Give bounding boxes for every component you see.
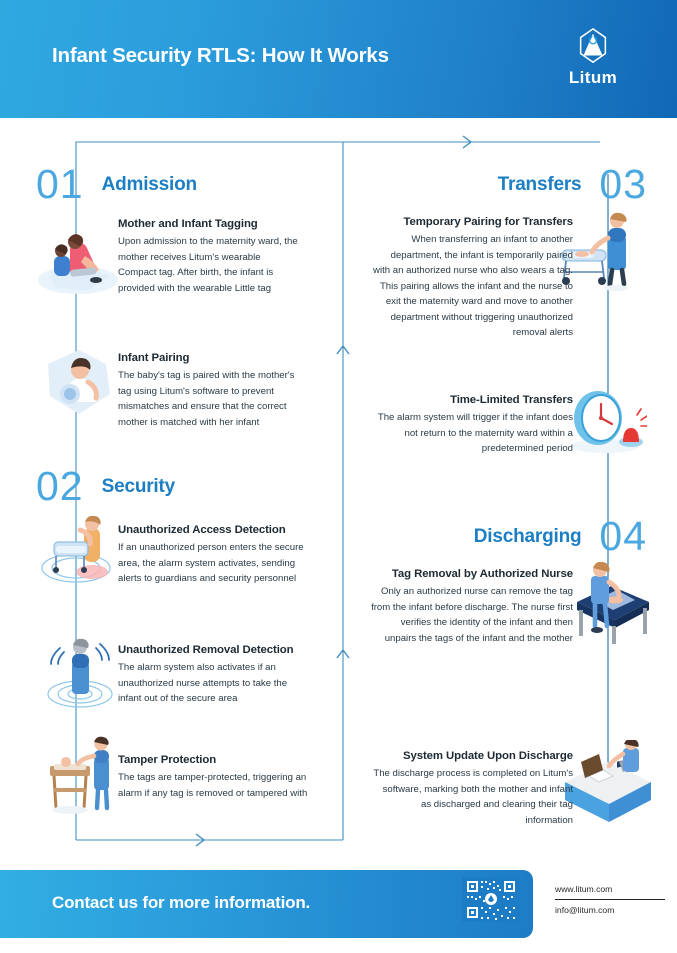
section-title: Transfers [497, 173, 582, 195]
contact-cta-text: Contact us for more information. [52, 893, 311, 912]
left-column [0, 118, 340, 858]
item-tamper-protection [118, 754, 310, 801]
item-title: Mother and Infant Tagging [118, 218, 258, 230]
nurse-table-baby-illustration-icon [565, 562, 653, 648]
section-number: 01 [36, 161, 84, 207]
section-heading-admission [36, 161, 197, 207]
item-body: The alarm system also activates if an unauthorized nurse attempts to take the infant out of the secure area [118, 662, 288, 705]
item-title: Infant Pairing [118, 352, 190, 364]
section-title: Discharging [473, 525, 582, 547]
item-body: The discharge process is completed on Litum's software, marking both the mother and infant as discharged and clearing their tag information [373, 768, 573, 826]
section-title: Admission [101, 173, 197, 195]
section-number: 02 [36, 463, 84, 509]
page-header [0, 0, 677, 118]
item-title: Unauthorized Access Detection [118, 524, 286, 536]
logo-wordmark: Litum [568, 68, 618, 87]
item-body: Upon admission to the maternity ward, the mother receives Litum's wearable Compact tag. After birth, the infant is provided with the wearable Little tag [118, 236, 298, 294]
section-number: 03 [599, 161, 647, 207]
item-title: System Update Upon Discharge [402, 750, 573, 762]
item-unauthorized-removal-detection [118, 644, 304, 707]
section-heading-discharging [473, 513, 647, 559]
nurse-holding-baby-illustration-icon [40, 346, 118, 420]
item-body: Only an authorized nurse can remove the tag from the infant before discharge. The nurse first verifies the identity of the infant and then unpairs the tags of the infant and the mother [371, 586, 573, 644]
section-heading-security [36, 463, 175, 509]
brand-logo [561, 27, 625, 88]
item-body: When transferring an infant to another department, the infant is temporarily paired with an authorized nurse who also wears a tag. This pairing allows the infant and the nurse to exit the maternity ward and move to another department without triggering unauthorized removal alerts [373, 234, 573, 339]
item-title: Tamper Protection [118, 754, 217, 766]
item-unauthorized-access-detection [118, 524, 304, 587]
item-title: Temporary Pairing for Transfers [403, 216, 573, 228]
item-title: Unauthorized Removal Detection [118, 644, 294, 656]
qr-code-icon[interactable] [462, 877, 520, 922]
section-title: Security [101, 475, 175, 497]
item-title: Tag Removal by Authorized Nurse [391, 568, 573, 580]
section-heading-transfers [497, 161, 647, 207]
nurse-signal-waves-illustration-icon [40, 636, 120, 710]
section-number: 04 [599, 513, 647, 559]
item-body: The tags are tamper-protected, triggering an alarm if any tag is removed or tampered with [118, 772, 308, 799]
item-infant-pairing [118, 352, 304, 430]
item-body: If an unauthorized person enters the secure area, the alarm system activates, sending alerts to guardians and security personnel [118, 542, 304, 585]
item-title: Time-Limited Transfers [450, 394, 573, 406]
email-link[interactable]: info@litum.com [555, 905, 615, 915]
clock-alarm-illustration-icon [565, 386, 647, 456]
person-at-crib-alert-illustration-icon [36, 516, 122, 588]
litum-diamond-logo-icon [574, 27, 612, 65]
item-time-limited-transfers [371, 394, 573, 457]
reception-desk-computer-illustration-icon [559, 740, 655, 826]
item-body: The baby's tag is paired with the mother's tag using Litum's software to prevent mismatches and ensure that the correct mother is matched with her infant [118, 370, 295, 428]
nurse-bassinet-illustration-icon [36, 736, 122, 816]
page-title: Infant Security RTLS: How It Works [52, 44, 389, 67]
right-column [337, 118, 677, 858]
item-temporary-pairing-for-transfers [371, 216, 573, 341]
item-tag-removal-by-authorized-nurse [371, 568, 573, 646]
website-link[interactable]: www.litum.com [555, 884, 613, 894]
item-system-update-upon-discharge [371, 750, 573, 828]
contact-details [555, 879, 665, 920]
item-body: The alarm system will trigger if the infant does not return to the maternity ward within a predetermined period [377, 412, 573, 455]
item-mother-infant-tagging [118, 218, 298, 296]
mother-infant-bed-illustration-icon [30, 218, 122, 296]
